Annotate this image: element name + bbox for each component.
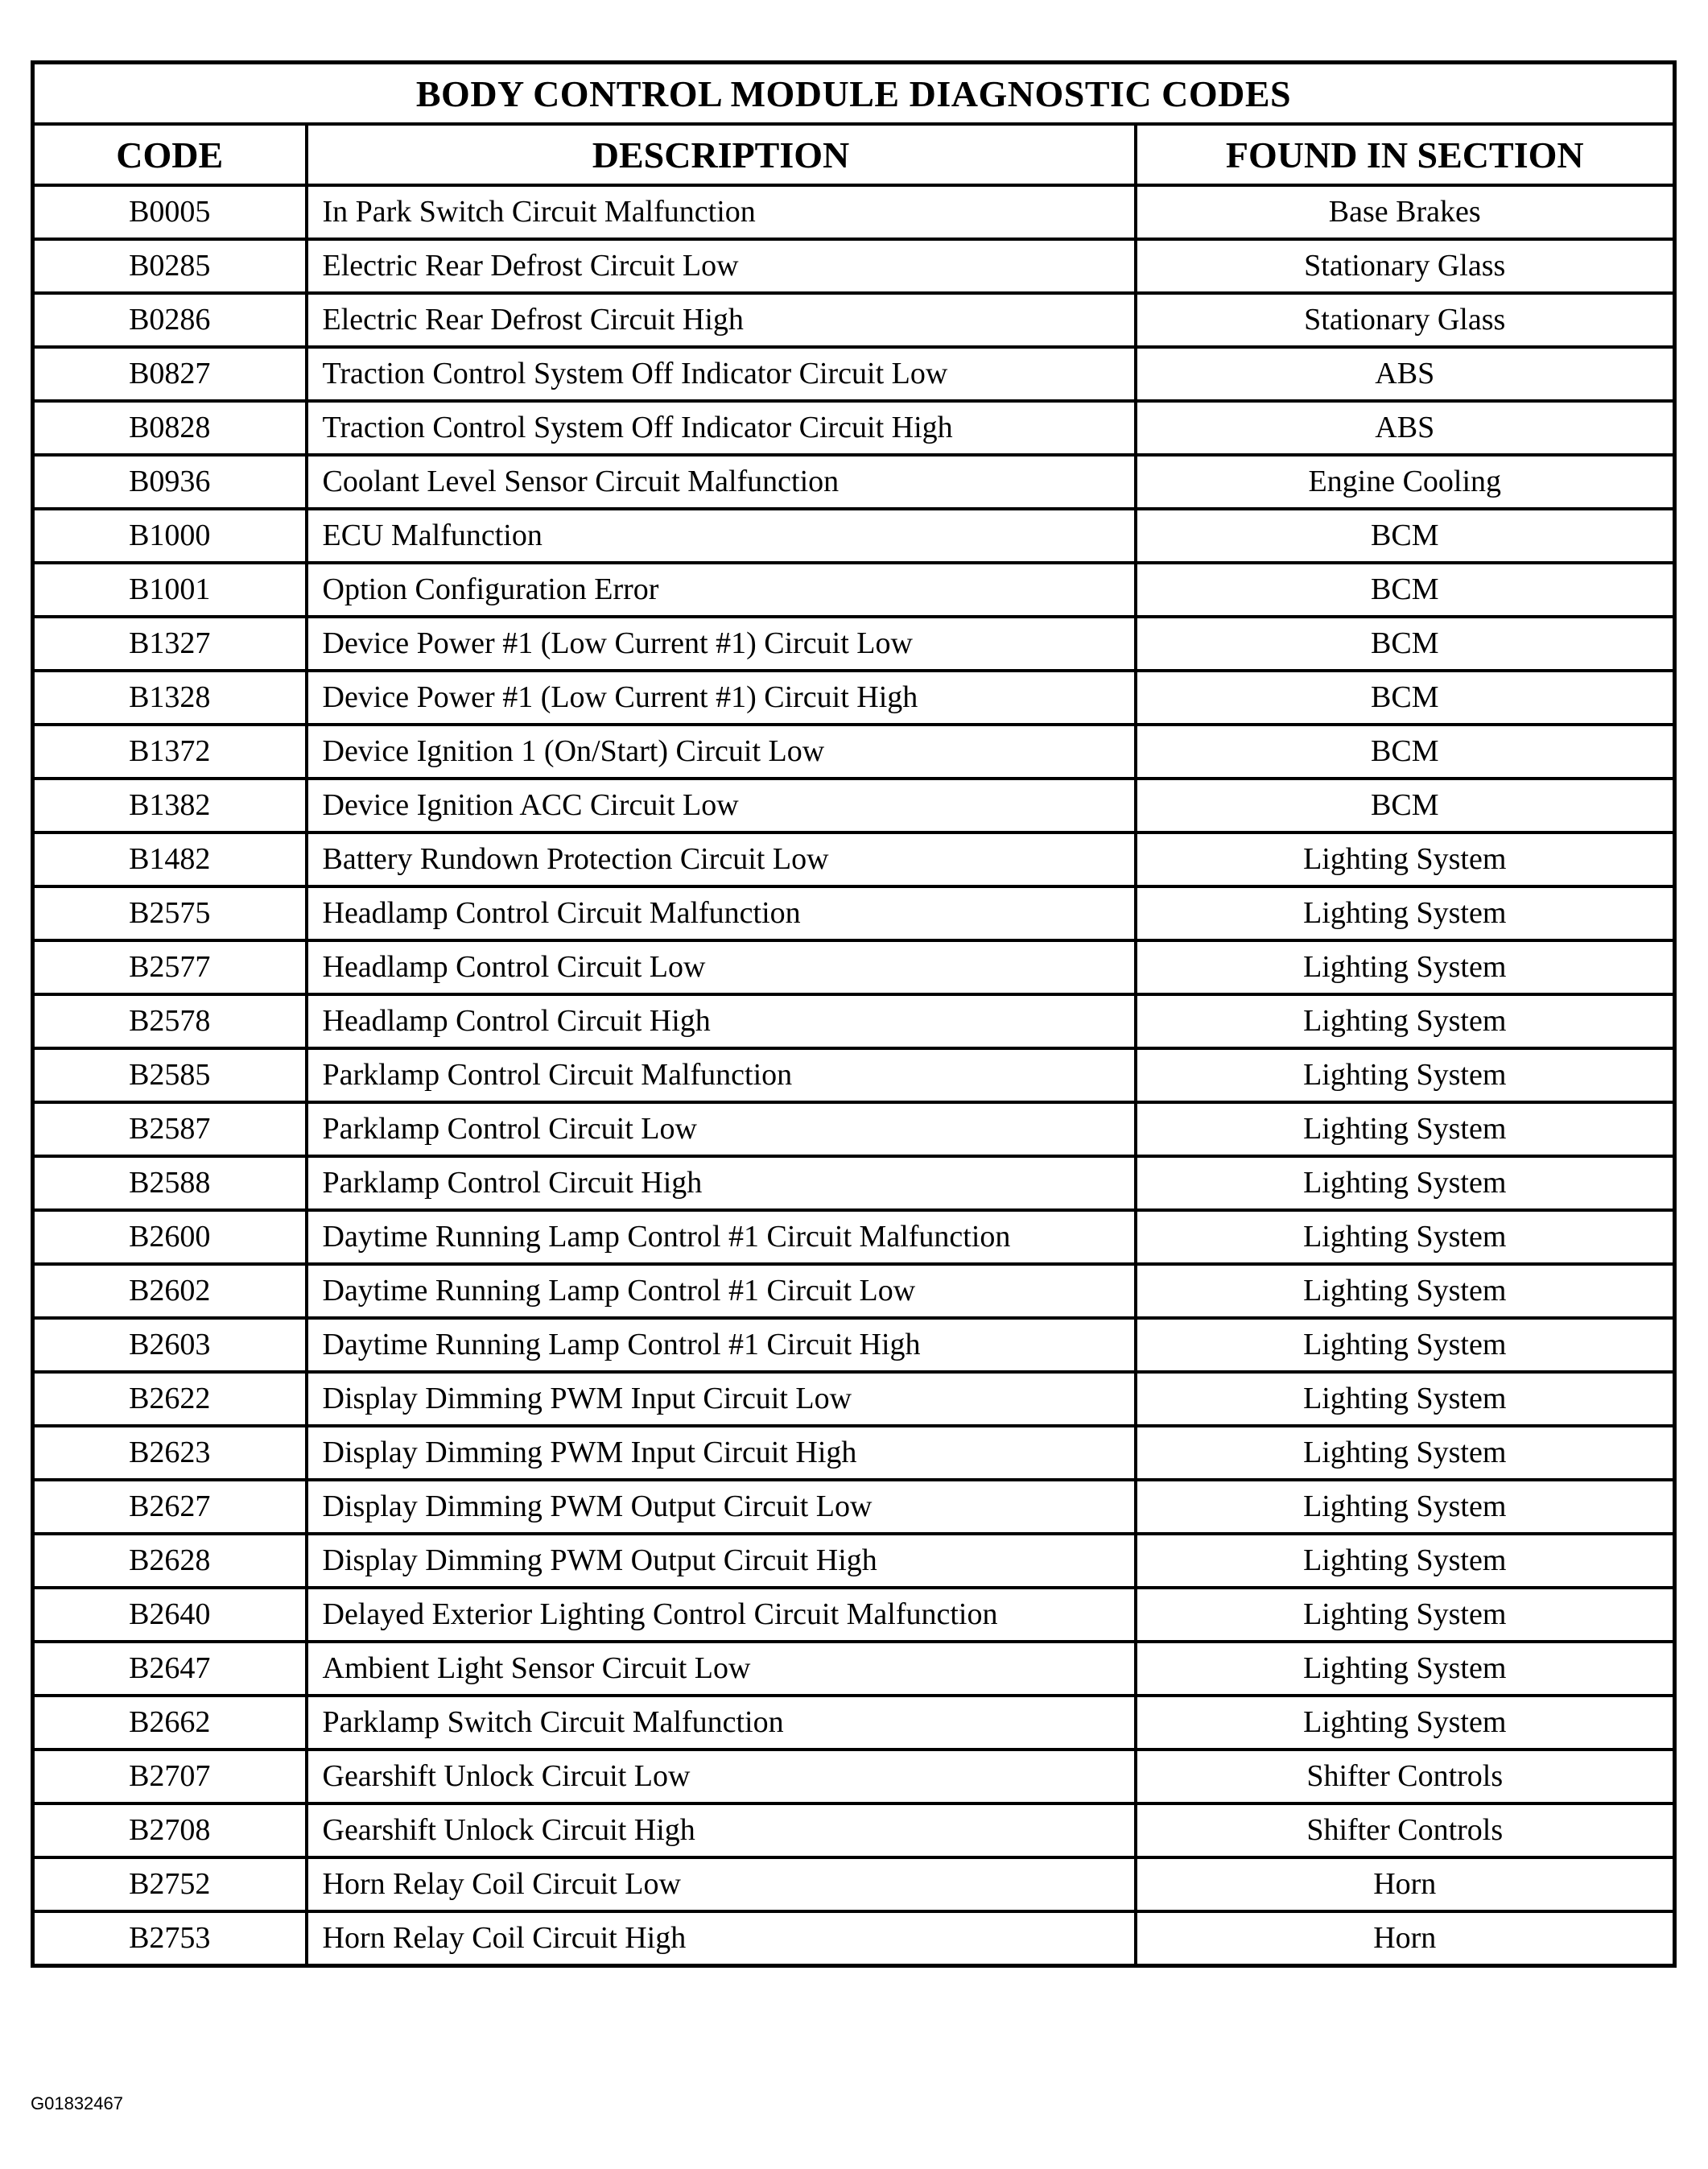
table-row [33, 1588, 1675, 1642]
table-row [33, 455, 1675, 509]
description-cell: Daytime Running Lamp Control #1 Circuit Low [307, 1264, 1136, 1318]
table-row [33, 509, 1675, 563]
section-cell: Lighting System [1136, 886, 1675, 940]
table-row [33, 1642, 1675, 1696]
table-body [33, 185, 1675, 1966]
code-cell: B1372 [33, 725, 307, 779]
code-cell: B0286 [33, 293, 307, 347]
table-title: BODY CONTROL MODULE DIAGNOSTIC CODES [33, 63, 1675, 125]
description-cell: Device Ignition ACC Circuit Low [307, 779, 1136, 832]
table-row [33, 1696, 1675, 1750]
table-row [33, 671, 1675, 725]
section-cell: Horn [1136, 1857, 1675, 1911]
description-cell: Gearshift Unlock Circuit High [307, 1803, 1136, 1857]
section-cell: Horn [1136, 1911, 1675, 1966]
description-cell: Horn Relay Coil Circuit Low [307, 1857, 1136, 1911]
section-cell: Lighting System [1136, 832, 1675, 886]
description-cell: Electric Rear Defrost Circuit Low [307, 239, 1136, 293]
table-row [33, 1911, 1675, 1966]
table-row [33, 1857, 1675, 1911]
description-cell: Electric Rear Defrost Circuit High [307, 293, 1136, 347]
table-row [33, 563, 1675, 617]
code-cell: B2622 [33, 1372, 307, 1426]
code-cell: B2627 [33, 1480, 307, 1534]
table-row [33, 886, 1675, 940]
code-cell: B2623 [33, 1426, 307, 1480]
section-cell: Engine Cooling [1136, 455, 1675, 509]
code-cell: B2587 [33, 1102, 307, 1156]
section-cell: BCM [1136, 509, 1675, 563]
section-cell: Lighting System [1136, 1696, 1675, 1750]
code-cell: B1382 [33, 779, 307, 832]
section-cell: BCM [1136, 563, 1675, 617]
table-row [33, 940, 1675, 994]
section-cell: Lighting System [1136, 994, 1675, 1048]
code-cell: B2640 [33, 1588, 307, 1642]
description-cell: ECU Malfunction [307, 509, 1136, 563]
table-row [33, 1534, 1675, 1588]
code-cell: B0827 [33, 347, 307, 401]
code-cell: B1001 [33, 563, 307, 617]
table-row [33, 347, 1675, 401]
header-code: CODE [33, 124, 307, 185]
description-cell: Delayed Exterior Lighting Control Circuit Malfunction [307, 1588, 1136, 1642]
description-cell: Battery Rundown Protection Circuit Low [307, 832, 1136, 886]
code-cell: B1482 [33, 832, 307, 886]
code-cell: B2600 [33, 1210, 307, 1264]
table-row [33, 1372, 1675, 1426]
header-description: DESCRIPTION [307, 124, 1136, 185]
code-cell: B2577 [33, 940, 307, 994]
section-cell: Stationary Glass [1136, 293, 1675, 347]
section-cell: Lighting System [1136, 1480, 1675, 1534]
description-cell: Parklamp Control Circuit High [307, 1156, 1136, 1210]
code-cell: B2588 [33, 1156, 307, 1210]
section-cell: Shifter Controls [1136, 1803, 1675, 1857]
section-cell: BCM [1136, 671, 1675, 725]
section-cell: ABS [1136, 347, 1675, 401]
section-cell: Stationary Glass [1136, 239, 1675, 293]
table-row [33, 1803, 1675, 1857]
section-cell: Lighting System [1136, 1534, 1675, 1588]
section-cell: ABS [1136, 401, 1675, 455]
description-cell: Parklamp Control Circuit Low [307, 1102, 1136, 1156]
description-cell: Device Power #1 (Low Current #1) Circuit High [307, 671, 1136, 725]
description-cell: Display Dimming PWM Input Circuit Low [307, 1372, 1136, 1426]
table-row [33, 1048, 1675, 1102]
code-cell: B0005 [33, 185, 307, 239]
code-cell: B0936 [33, 455, 307, 509]
code-cell: B1328 [33, 671, 307, 725]
description-cell: Daytime Running Lamp Control #1 Circuit High [307, 1318, 1136, 1372]
code-cell: B2647 [33, 1642, 307, 1696]
code-cell: B2753 [33, 1911, 307, 1966]
table-row [33, 185, 1675, 239]
section-cell: Lighting System [1136, 1102, 1675, 1156]
description-cell: In Park Switch Circuit Malfunction [307, 185, 1136, 239]
figure-id: G01832467 [31, 2093, 123, 2113]
description-cell: Headlamp Control Circuit Malfunction [307, 886, 1136, 940]
description-cell: Horn Relay Coil Circuit High [307, 1911, 1136, 1966]
code-cell: B1000 [33, 509, 307, 563]
description-cell: Option Configuration Error [307, 563, 1136, 617]
table-row [33, 1750, 1675, 1803]
code-cell: B2602 [33, 1264, 307, 1318]
code-cell: B2752 [33, 1857, 307, 1911]
section-cell: Lighting System [1136, 1372, 1675, 1426]
description-cell: Device Power #1 (Low Current #1) Circuit Low [307, 617, 1136, 671]
table-row [33, 1480, 1675, 1534]
code-cell: B2707 [33, 1750, 307, 1803]
description-cell: Headlamp Control Circuit Low [307, 940, 1136, 994]
section-cell: BCM [1136, 617, 1675, 671]
section-cell: BCM [1136, 779, 1675, 832]
table-row [33, 779, 1675, 832]
description-cell: Headlamp Control Circuit High [307, 994, 1136, 1048]
description-cell: Coolant Level Sensor Circuit Malfunction [307, 455, 1136, 509]
section-cell: Lighting System [1136, 1426, 1675, 1480]
description-cell: Parklamp Control Circuit Malfunction [307, 1048, 1136, 1102]
code-cell: B2662 [33, 1696, 307, 1750]
table-row [33, 1264, 1675, 1318]
code-cell: B2585 [33, 1048, 307, 1102]
table-row [33, 1156, 1675, 1210]
code-cell: B0828 [33, 401, 307, 455]
table-row [33, 1318, 1675, 1372]
description-cell: Traction Control System Off Indicator Circuit Low [307, 347, 1136, 401]
section-cell: Base Brakes [1136, 185, 1675, 239]
table-row [33, 1102, 1675, 1156]
code-cell: B1327 [33, 617, 307, 671]
section-cell: Lighting System [1136, 1210, 1675, 1264]
description-cell: Traction Control System Off Indicator Circuit High [307, 401, 1136, 455]
dtc-table-container [31, 60, 1673, 1968]
section-cell: Lighting System [1136, 1264, 1675, 1318]
table-row [33, 832, 1675, 886]
table-row [33, 994, 1675, 1048]
section-cell: Lighting System [1136, 940, 1675, 994]
description-cell: Gearshift Unlock Circuit Low [307, 1750, 1136, 1803]
description-cell: Display Dimming PWM Input Circuit High [307, 1426, 1136, 1480]
section-cell: Lighting System [1136, 1588, 1675, 1642]
table-row [33, 1210, 1675, 1264]
code-cell: B2603 [33, 1318, 307, 1372]
code-cell: B0285 [33, 239, 307, 293]
description-cell: Parklamp Switch Circuit Malfunction [307, 1696, 1136, 1750]
description-cell: Device Ignition 1 (On/Start) Circuit Low [307, 725, 1136, 779]
code-cell: B2708 [33, 1803, 307, 1857]
table-row [33, 725, 1675, 779]
description-cell: Ambient Light Sensor Circuit Low [307, 1642, 1136, 1696]
code-cell: B2575 [33, 886, 307, 940]
table-row [33, 239, 1675, 293]
section-cell: Lighting System [1136, 1642, 1675, 1696]
header-section: FOUND IN SECTION [1136, 124, 1675, 185]
title-row [33, 63, 1675, 125]
table-row [33, 401, 1675, 455]
description-cell: Daytime Running Lamp Control #1 Circuit Malfunction [307, 1210, 1136, 1264]
header-row [33, 124, 1675, 185]
description-cell: Display Dimming PWM Output Circuit High [307, 1534, 1136, 1588]
section-cell: BCM [1136, 725, 1675, 779]
table-row [33, 1426, 1675, 1480]
section-cell: Lighting System [1136, 1156, 1675, 1210]
description-cell: Display Dimming PWM Output Circuit Low [307, 1480, 1136, 1534]
section-cell: Lighting System [1136, 1318, 1675, 1372]
code-cell: B2628 [33, 1534, 307, 1588]
section-cell: Shifter Controls [1136, 1750, 1675, 1803]
table-row [33, 293, 1675, 347]
dtc-table [31, 60, 1677, 1968]
code-cell: B2578 [33, 994, 307, 1048]
section-cell: Lighting System [1136, 1048, 1675, 1102]
table-row [33, 617, 1675, 671]
